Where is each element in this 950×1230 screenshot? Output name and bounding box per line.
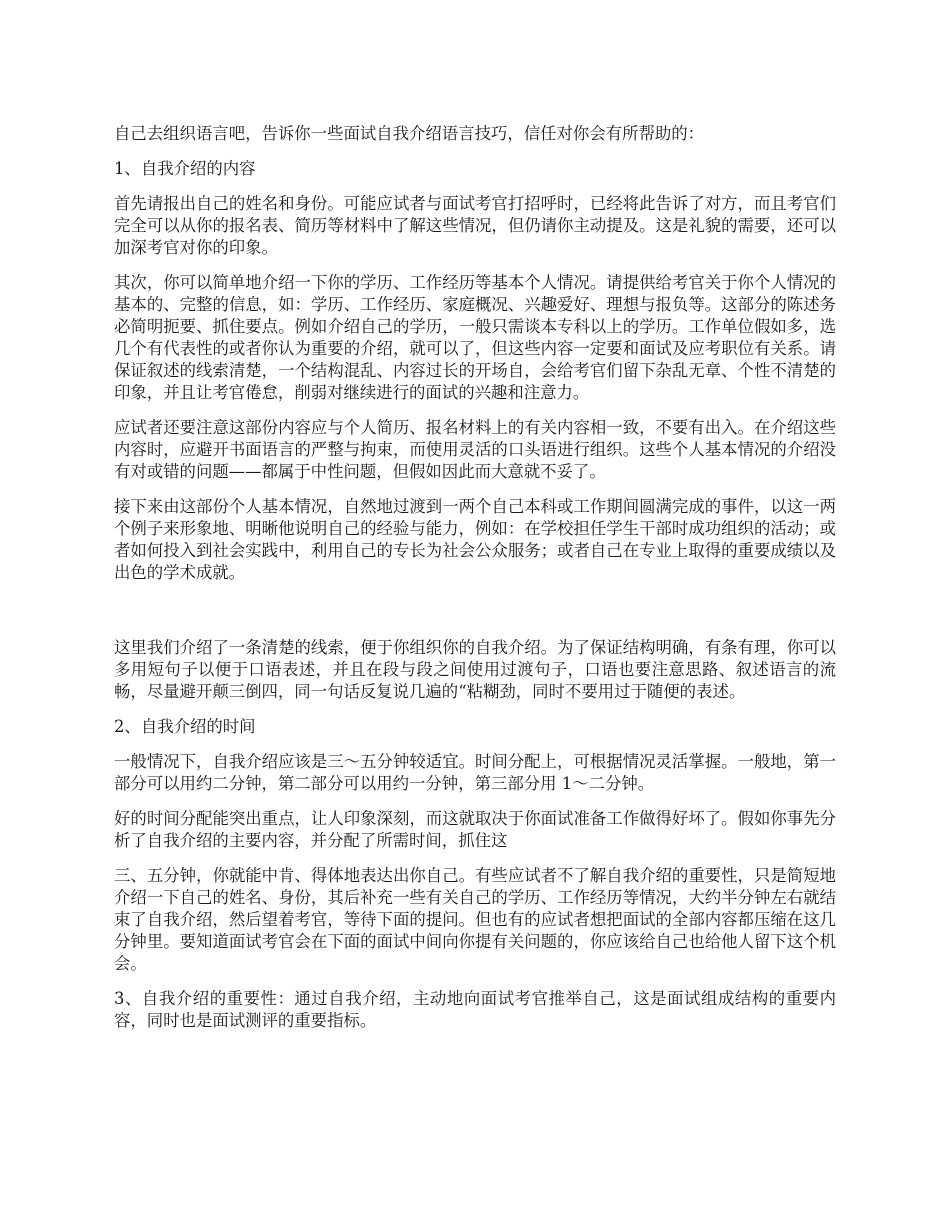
paragraph-name-identity: 首先请报出自己的姓名和身份。可能应试者与面试考官打招呼时，已经将此告诉了对方，而且考官们完全可以从你的报名表、简历等材料中了解这些情况，但仍请你主动提及。这是礼貌的需要，还可以加深考官对你的印象。: [114, 194, 836, 257]
paragraph-education-work: 其次，你可以简单地介绍一下你的学历、工作经历等基本个人情况。请提供给考官关于你个人情况的基本的、完整的信息，如：学历、工作经历、家庭概况、兴趣爱好、理想与报负等。这部分的陈述务必简明扼要、抓住要点。例如介绍自己的学历，一般只需谈本专科以上的学历。工作单位假如多，选几个有代表性的或者你认为重要的介绍，就可以了，但这些内容一定要和面试及应考职位有关系。请保证叙述的线索清楚，一个结构混乱、内容过长的开场自，会给考官们留下杂乱无章、个性不清楚的印象，并且让考官倦怠，削弱对继续进行的面试的兴趣和注意力。: [114, 273, 836, 402]
paragraph-three-five-minutes: 三、五分钟，你就能中肯、得体地表达出你自己。有些应试者不了解自我介绍的重要性，只是简短地介绍一下自己的姓名、身份，其后补充一些有关自己的学历、工作经历等情况，大约半分钟左右就结束了自我介绍，然后望着考官，等待下面的提问。但也有的应试者想把面试的全部内容都压缩在这几分钟里。要知道面试考官会在下面的面试中间向你提有关问题的，你应该给自己也给他人留下这个机会。: [114, 866, 836, 973]
paragraph-examples: 接下来由这部份个人基本情况，自然地过渡到一两个自己本科或工作期间圆满完成的事件，以这一两个例子来形象地、明晰他说明自己的经验与能力，例如：在学校担任学生干部时成功组织的活动；或者如何投入到社会实践中，利用自己的专长为社会公众服务；或者自己在专业上取得的重要成绩以及出色的学术成就。: [114, 497, 836, 582]
paragraph-time-allocation: 一般情况下，自我介绍应该是三～五分钟较适宜。时间分配上，可根据情况灵活掌握。一般地，第一部分可以用约二分钟，第二部分可以用约一分钟，第三部分用 1～二分钟。: [114, 752, 836, 793]
document-page: [114, 123, 836, 1045]
section-heading-time: 2、自我介绍的时间: [114, 717, 256, 736]
paragraph-consistency: 应试者还要注意这部份内容应与个人简历、报名材料上的有关内容相一致，不要有出入。在介绍这些内容时，应避开书面语言的严整与拘束，而使用灵活的口头语进行组织。这些个人基本情况的介绍没有对或错的问题——都属于中性问题，但假如因此而大意就不妥了。: [114, 418, 836, 481]
intro-paragraph: 自己去组织语言吧，告诉你一些面试自我介绍语言技巧，信任对你会有所帮助的：: [114, 124, 705, 143]
section-gap: [114, 597, 836, 637]
paragraph-time-emphasis: 好的时间分配能突出重点，让人印象深刻，而这就取决于你面试准备工作做得好坏了。假如你事先分析了自我介绍的主要内容，并分配了所需时间，抓住这: [114, 809, 836, 850]
paragraph-structure: 这里我们介绍了一条清楚的线索，便于你组织你的自我介绍。为了保证结构明确，有条有理，你可以多用短句子以便于口语表述，并且在段与段之间使用过渡句子，口语也要注意思路、叙述语言的流畅，尽量避开颠三倒四，同一句话反复说几遍的“粘糊劲，同时不要用过于随便的表述。: [114, 638, 836, 701]
section-heading-content: 1、自我介绍的内容: [114, 159, 256, 178]
section-heading-importance: 3、自我介绍的重要性：通过自我介绍，主动地向面试考官推举自己，这是面试组成结构的重要内容，同时也是面试测评的重要指标。: [114, 989, 836, 1030]
